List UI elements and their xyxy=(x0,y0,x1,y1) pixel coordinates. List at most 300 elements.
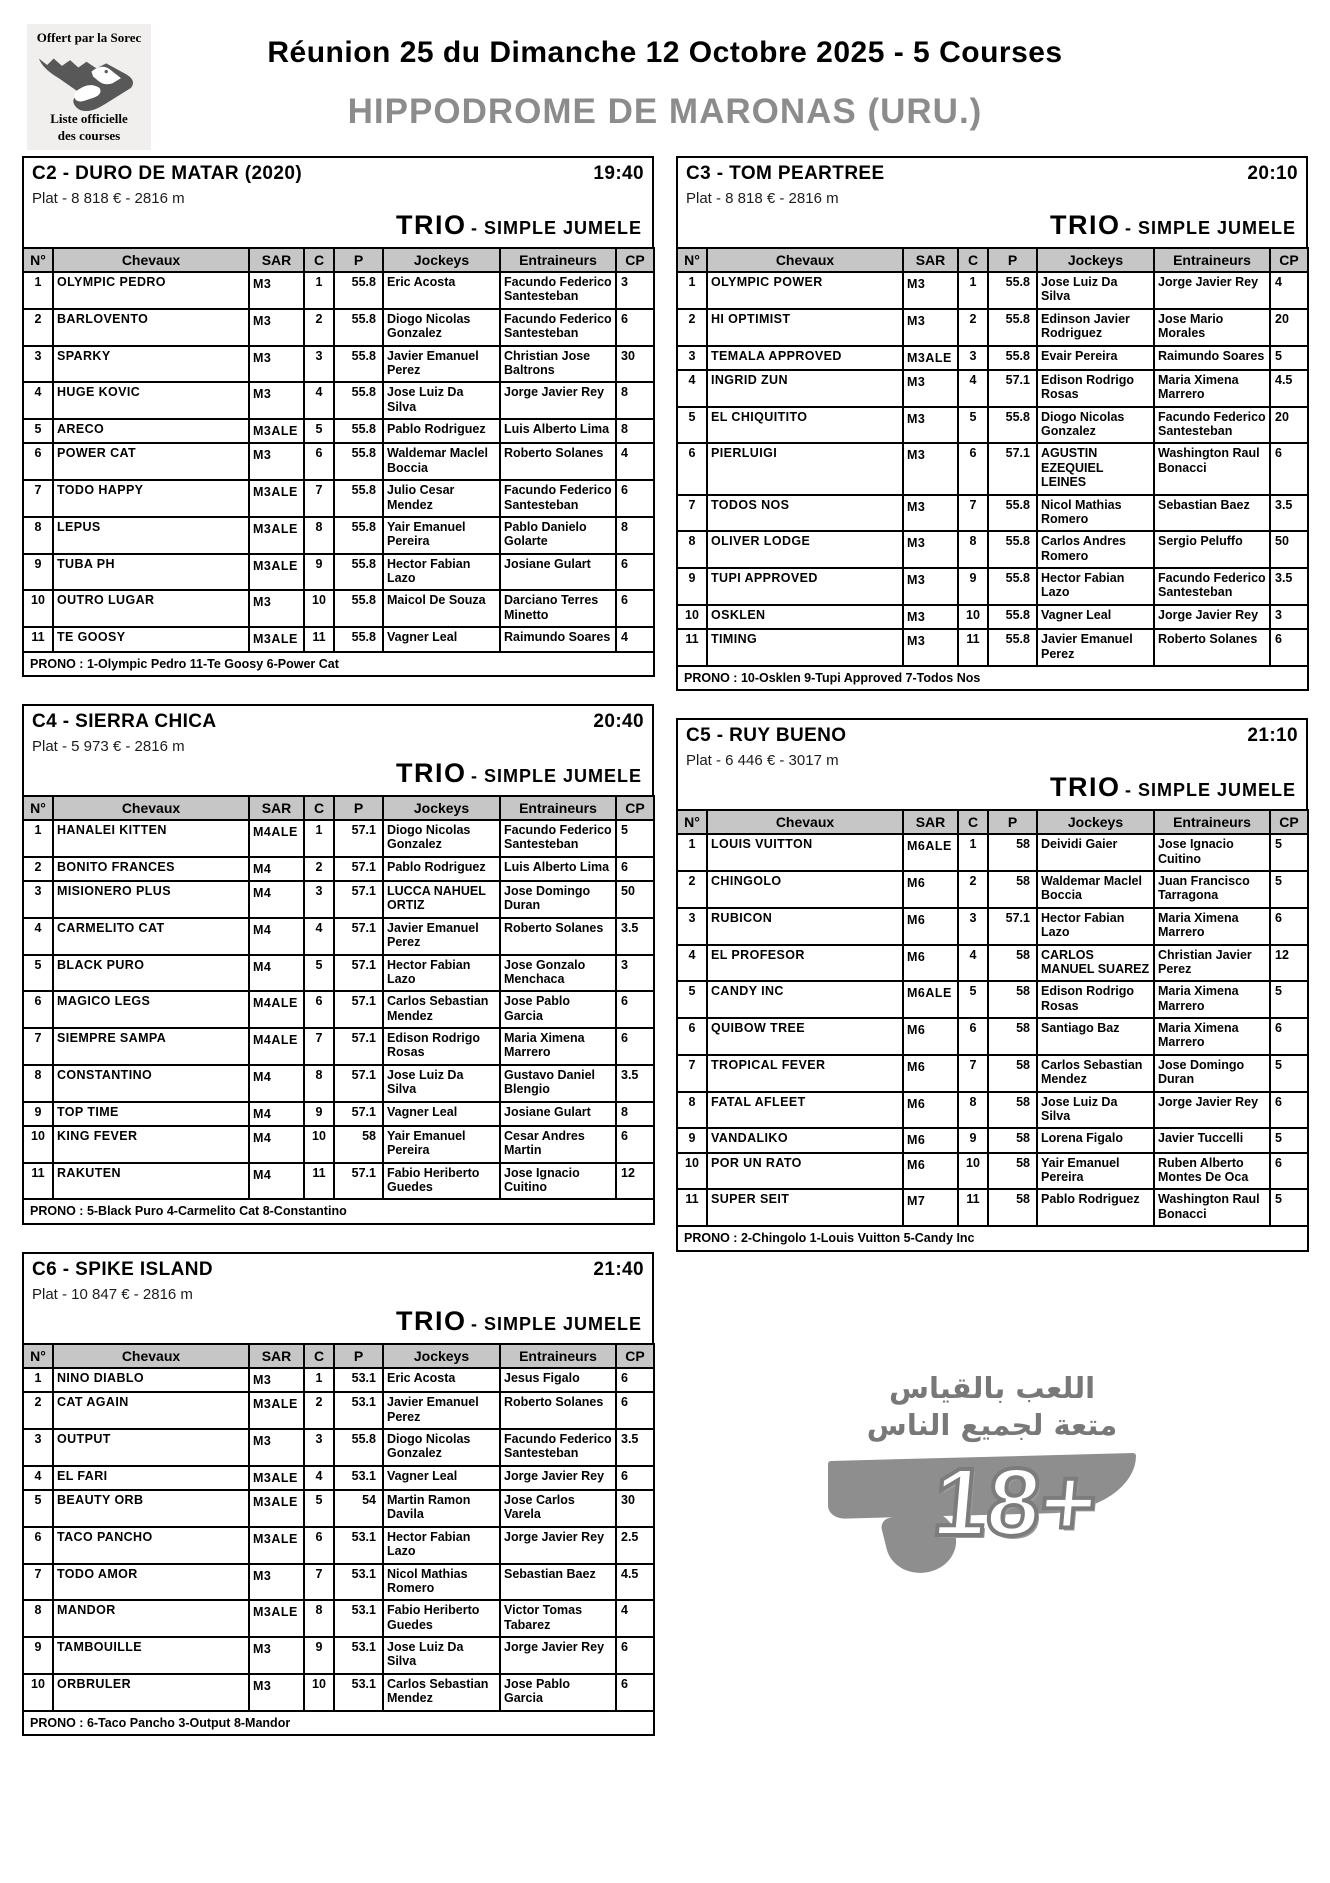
corde-number: 5 xyxy=(304,419,334,443)
runner-number: 9 xyxy=(677,1128,707,1152)
corde-number: 7 xyxy=(304,1028,334,1065)
runner-row xyxy=(677,1128,1308,1152)
sorec-logo xyxy=(27,24,151,150)
sar-code: M3ALE xyxy=(249,1527,304,1564)
poids-value: 57.1 xyxy=(334,881,383,918)
sar-code: M3ALE xyxy=(249,627,304,651)
trainer-name: Cesar Andres Martin xyxy=(500,1126,616,1163)
poids-value: 53.1 xyxy=(334,1466,383,1490)
corde-number: 7 xyxy=(304,480,334,517)
column-header-c: C xyxy=(304,248,334,272)
corde-number: 10 xyxy=(304,1126,334,1163)
runner-row xyxy=(677,629,1308,666)
runner-number: 4 xyxy=(23,918,53,955)
cp-value: 30 xyxy=(616,1490,654,1527)
horse-icon xyxy=(35,47,143,111)
race-head xyxy=(22,156,654,247)
trainer-name: Facundo Federico Santesteban xyxy=(1154,568,1270,605)
poids-value: 57.1 xyxy=(988,443,1037,494)
cp-value: 4.5 xyxy=(1270,370,1308,407)
trainer-name: Sebastian Baez xyxy=(1154,495,1270,532)
bet-subtitle: - SIMPLE JUMELE xyxy=(1124,780,1296,801)
cp-value: 6 xyxy=(616,1466,654,1490)
runner-row xyxy=(677,1018,1308,1055)
sar-code: M3 xyxy=(903,531,958,568)
poids-value: 53.1 xyxy=(334,1368,383,1392)
table-header-row xyxy=(23,248,654,272)
horse-name: RUBICON xyxy=(707,908,903,945)
sar-code: M3 xyxy=(249,443,304,480)
poids-value: 55.8 xyxy=(334,382,383,419)
horse-name: TOP TIME xyxy=(53,1102,249,1126)
jockey-name: Carlos Sebastian Mendez xyxy=(1037,1055,1154,1092)
trainer-name: Jorge Javier Rey xyxy=(1154,272,1270,309)
horse-name: OLYMPIC PEDRO xyxy=(53,272,249,309)
sar-code: M3ALE xyxy=(249,1600,304,1637)
trainer-name: Roberto Solanes xyxy=(500,918,616,955)
runner-row xyxy=(23,443,654,480)
runner-row xyxy=(23,419,654,443)
poids-value: 57.1 xyxy=(334,857,383,881)
trainer-name: Maria Ximena Marrero xyxy=(1154,1018,1270,1055)
cp-value: 5 xyxy=(1270,1055,1308,1092)
runner-number: 5 xyxy=(23,955,53,992)
sar-code: M6 xyxy=(903,945,958,982)
jockey-name: Waldemar Maclel Boccia xyxy=(1037,871,1154,908)
horse-name: ARECO xyxy=(53,419,249,443)
sorec-logo-bottom-text-1: Liste officielle xyxy=(50,111,128,127)
runner-row xyxy=(677,309,1308,346)
cp-value: 12 xyxy=(1270,945,1308,982)
cp-value: 4 xyxy=(616,1600,654,1637)
jockey-name: Jose Luiz Da Silva xyxy=(383,1637,500,1674)
column-header-num: N° xyxy=(677,810,707,834)
cp-value: 6 xyxy=(1270,1018,1308,1055)
poids-value: 57.1 xyxy=(334,1028,383,1065)
sar-code: M3ALE xyxy=(249,1392,304,1429)
sar-code: M6 xyxy=(903,908,958,945)
race-title: C5 - RUY BUENO xyxy=(686,725,847,747)
cp-value: 6 xyxy=(616,1368,654,1392)
column-header-chevaux: Chevaux xyxy=(707,248,903,272)
sar-code: M4ALE xyxy=(249,1028,304,1065)
sar-code: M4ALE xyxy=(249,991,304,1028)
runner-row xyxy=(23,1065,654,1102)
sar-code: M3ALE xyxy=(249,480,304,517)
cp-value: 5 xyxy=(1270,1189,1308,1226)
runner-number: 3 xyxy=(23,1429,53,1466)
column-header-num: N° xyxy=(23,1344,53,1368)
column-header-cp: CP xyxy=(616,1344,654,1368)
corde-number: 7 xyxy=(304,1564,334,1601)
race-block-c5 xyxy=(676,718,1308,1251)
table-header-row xyxy=(23,796,654,820)
sar-code: M4 xyxy=(249,1126,304,1163)
column-header-p: P xyxy=(988,810,1037,834)
sar-code: M3 xyxy=(249,1564,304,1601)
sar-code: M3 xyxy=(249,1637,304,1674)
runner-number: 6 xyxy=(677,1018,707,1055)
horse-name: BLACK PURO xyxy=(53,955,249,992)
column-header-sar: SAR xyxy=(249,248,304,272)
race-conditions: Plat - 6 446 € - 3017 m xyxy=(686,752,839,770)
prono-text: PRONO : 1-Olympic Pedro 11-Te Goosy 6-Power Cat xyxy=(23,652,654,676)
poids-value: 53.1 xyxy=(334,1600,383,1637)
runner-row xyxy=(23,820,654,857)
horse-name: BARLOVENTO xyxy=(53,309,249,346)
cp-value: 6 xyxy=(616,1674,654,1711)
corde-number: 5 xyxy=(958,981,988,1018)
horse-name: SPARKY xyxy=(53,346,249,383)
sar-code: M4 xyxy=(249,1065,304,1102)
trainer-name: Josiane Gulart xyxy=(500,1102,616,1126)
horse-name: OSKLEN xyxy=(707,605,903,629)
trainer-name: Christian Jose Baltrons xyxy=(500,346,616,383)
corde-number: 2 xyxy=(958,309,988,346)
poids-value: 55.8 xyxy=(988,568,1037,605)
cp-value: 20 xyxy=(1270,309,1308,346)
column-header-c: C xyxy=(958,810,988,834)
runner-row xyxy=(23,309,654,346)
runner-number: 11 xyxy=(23,1163,53,1200)
cp-value: 5 xyxy=(1270,346,1308,370)
hippodrome-subtitle: HIPPODROME DE MARONAS (URU.) xyxy=(347,92,983,131)
runner-row xyxy=(23,590,654,627)
poids-value: 55.8 xyxy=(334,419,383,443)
jockey-name: Javier Emanuel Perez xyxy=(383,918,500,955)
right-column xyxy=(676,156,1308,1599)
runner-number: 10 xyxy=(23,1674,53,1711)
cp-value: 6 xyxy=(616,590,654,627)
trainer-name: Jose Domingo Duran xyxy=(500,881,616,918)
jockey-name: Hector Fabian Lazo xyxy=(1037,908,1154,945)
cp-value: 50 xyxy=(1270,531,1308,568)
sar-code: M7 xyxy=(903,1189,958,1226)
runner-number: 1 xyxy=(677,834,707,871)
jockey-name: Julio Cesar Mendez xyxy=(383,480,500,517)
sar-code: M4 xyxy=(249,1163,304,1200)
runner-number: 6 xyxy=(23,443,53,480)
horse-name: OLYMPIC POWER xyxy=(707,272,903,309)
cp-value: 8 xyxy=(616,1102,654,1126)
jockey-name: Javier Emanuel Perez xyxy=(383,1392,500,1429)
cp-value: 6 xyxy=(616,857,654,881)
trainer-name: Washington Raul Bonacci xyxy=(1154,443,1270,494)
runner-number: 1 xyxy=(23,1368,53,1392)
poids-value: 58 xyxy=(988,1092,1037,1129)
poids-value: 55.8 xyxy=(988,407,1037,444)
cp-value: 6 xyxy=(616,1392,654,1429)
runner-number: 5 xyxy=(23,419,53,443)
runner-row xyxy=(23,1392,654,1429)
race-title: C2 - DURO DE MATAR (2020) xyxy=(32,163,303,184)
runner-number: 3 xyxy=(677,908,707,945)
horse-name: CANDY INC xyxy=(707,981,903,1018)
race-time: 21:40 xyxy=(593,1258,644,1280)
cp-value: 3.5 xyxy=(616,1065,654,1102)
jockey-name: Lorena Figalo xyxy=(1037,1128,1154,1152)
trainer-name: Jose Pablo Garcia xyxy=(500,991,616,1028)
runner-number: 7 xyxy=(23,1028,53,1065)
sar-code: M3 xyxy=(903,629,958,666)
jockey-name: AGUSTIN EZEQUIEL LEINES xyxy=(1037,443,1154,494)
trainer-name: Jorge Javier Rey xyxy=(1154,1092,1270,1129)
horse-name: SIEMPRE SAMPA xyxy=(53,1028,249,1065)
jockey-name: Jose Luiz Da Silva xyxy=(383,1065,500,1102)
horse-name: OUTRO LUGAR xyxy=(53,590,249,627)
runner-row xyxy=(677,272,1308,309)
column-header-chevaux: Chevaux xyxy=(53,248,249,272)
runner-row xyxy=(23,1028,654,1065)
horse-name: POWER CAT xyxy=(53,443,249,480)
race-head xyxy=(22,704,654,795)
corde-number: 10 xyxy=(304,1674,334,1711)
corde-number: 7 xyxy=(958,1055,988,1092)
column-header-num: N° xyxy=(23,248,53,272)
bet-type xyxy=(32,757,644,793)
jockey-name: Yair Emanuel Pereira xyxy=(383,1126,500,1163)
race-block-c4 xyxy=(22,704,654,1225)
runner-number: 10 xyxy=(677,605,707,629)
corde-number: 4 xyxy=(958,370,988,407)
runner-number: 11 xyxy=(23,627,53,651)
runner-number: 11 xyxy=(677,1189,707,1226)
cp-value: 12 xyxy=(616,1163,654,1200)
jockey-name: Fabio Heriberto Guedes xyxy=(383,1163,500,1200)
poids-value: 58 xyxy=(988,1153,1037,1190)
page-title: Réunion 25 du Dimanche 12 Octobre 2025 - 5 Courses xyxy=(267,36,1063,69)
poids-value: 55.8 xyxy=(334,309,383,346)
sar-code: M3ALE xyxy=(249,419,304,443)
race-title: C6 - SPIKE ISLAND xyxy=(32,1258,213,1280)
column-header-cp: CP xyxy=(616,248,654,272)
horse-name: TODO AMOR xyxy=(53,1564,249,1601)
jockey-name: Jose Luiz Da Silva xyxy=(1037,272,1154,309)
sar-code: M3 xyxy=(903,272,958,309)
sar-code: M3 xyxy=(903,309,958,346)
corde-number: 1 xyxy=(304,272,334,309)
sar-code: M3 xyxy=(903,568,958,605)
cp-value: 4 xyxy=(616,627,654,651)
sar-code: M6 xyxy=(903,1092,958,1129)
corde-number: 6 xyxy=(958,443,988,494)
column-header-cp: CP xyxy=(1270,810,1308,834)
jockey-name: Javier Emanuel Perez xyxy=(383,346,500,383)
race-head xyxy=(22,1252,654,1343)
runner-row xyxy=(677,871,1308,908)
horse-name: VANDALIKO xyxy=(707,1128,903,1152)
sorec-logo-top-text: Offert par la Sorec xyxy=(36,30,142,45)
bet-subtitle: - SIMPLE JUMELE xyxy=(470,218,642,238)
runner-row xyxy=(23,627,654,651)
horse-name: TEMALA APPROVED xyxy=(707,346,903,370)
column-header-num: N° xyxy=(23,796,53,820)
sar-code: M3 xyxy=(249,309,304,346)
column-header-p: P xyxy=(334,796,383,820)
horse-name: FATAL AFLEET xyxy=(707,1092,903,1129)
jockey-name: Waldemar Maclel Boccia xyxy=(383,443,500,480)
runner-row xyxy=(23,857,654,881)
horse-name: ORBRULER xyxy=(53,1674,249,1711)
jockey-name: Evair Pereira xyxy=(1037,346,1154,370)
cp-value: 6 xyxy=(616,309,654,346)
column-header-jockeys: Jockeys xyxy=(383,248,500,272)
sar-code: M3 xyxy=(903,495,958,532)
cp-value: 6 xyxy=(616,1637,654,1674)
cp-value: 6 xyxy=(1270,629,1308,666)
trainer-name: Maria Ximena Marrero xyxy=(1154,370,1270,407)
jockey-name: Edison Rodrigo Rosas xyxy=(1037,370,1154,407)
trainer-name: Facundo Federico Santesteban xyxy=(500,272,616,309)
runner-row xyxy=(23,1368,654,1392)
corde-number: 6 xyxy=(304,1527,334,1564)
runner-row xyxy=(677,981,1308,1018)
horse-name: CAT AGAIN xyxy=(53,1392,249,1429)
runners-table xyxy=(22,1343,655,1736)
poids-value: 55.8 xyxy=(334,443,383,480)
runner-row xyxy=(677,1189,1308,1226)
runner-number: 2 xyxy=(23,309,53,346)
bet-title: TRIO xyxy=(396,1305,467,1336)
corde-number: 11 xyxy=(304,1163,334,1200)
column-header-jockeys: Jockeys xyxy=(1037,810,1154,834)
sar-code: M3 xyxy=(249,1674,304,1711)
runner-row xyxy=(23,1527,654,1564)
trainer-name: Jorge Javier Rey xyxy=(500,382,616,419)
poids-value: 55.8 xyxy=(988,495,1037,532)
jockey-name: Santiago Baz xyxy=(1037,1018,1154,1055)
horse-name: CHINGOLO xyxy=(707,871,903,908)
sar-code: M3 xyxy=(249,1429,304,1466)
horse-name: OUTPUT xyxy=(53,1429,249,1466)
column-header-jockeys: Jockeys xyxy=(1037,248,1154,272)
poids-value: 55.8 xyxy=(334,480,383,517)
jockey-name: Diogo Nicolas Gonzalez xyxy=(383,1429,500,1466)
corde-number: 4 xyxy=(304,918,334,955)
trainer-name: Josiane Gulart xyxy=(500,554,616,591)
corde-number: 3 xyxy=(958,908,988,945)
runner-number: 3 xyxy=(23,881,53,918)
poids-value: 57.1 xyxy=(334,991,383,1028)
jockey-name: Carlos Sebastian Mendez xyxy=(383,1674,500,1711)
cp-value: 20 xyxy=(1270,407,1308,444)
jockey-name: Edinson Javier Rodriguez xyxy=(1037,309,1154,346)
poids-value: 55.8 xyxy=(334,554,383,591)
cp-value: 6 xyxy=(616,1126,654,1163)
cp-value: 6 xyxy=(616,991,654,1028)
race-columns xyxy=(0,142,1330,1787)
sar-code: M6 xyxy=(903,871,958,908)
sar-code: M3 xyxy=(249,1368,304,1392)
jockey-name: Pablo Rodriguez xyxy=(383,419,500,443)
runner-row xyxy=(23,1429,654,1466)
runner-number: 3 xyxy=(23,346,53,383)
column-header-chevaux: Chevaux xyxy=(53,1344,249,1368)
poids-value: 57.1 xyxy=(334,1102,383,1126)
trainer-name: Jorge Javier Rey xyxy=(1154,605,1270,629)
column-header-cp: CP xyxy=(616,796,654,820)
corde-number: 8 xyxy=(958,531,988,568)
runner-number: 2 xyxy=(23,857,53,881)
runner-row xyxy=(23,517,654,554)
column-header-chevaux: Chevaux xyxy=(707,810,903,834)
poids-value: 53.1 xyxy=(334,1564,383,1601)
sar-code: M4 xyxy=(249,857,304,881)
runners-table xyxy=(676,809,1309,1251)
race-conditions: Plat - 8 818 € - 2816 m xyxy=(686,190,839,207)
corde-number: 6 xyxy=(304,991,334,1028)
corde-number: 8 xyxy=(304,1600,334,1637)
runner-row xyxy=(677,1092,1308,1129)
poids-value: 55.8 xyxy=(334,272,383,309)
corde-number: 10 xyxy=(958,605,988,629)
corde-number: 3 xyxy=(304,346,334,383)
runner-row xyxy=(677,568,1308,605)
horse-name: TE GOOSY xyxy=(53,627,249,651)
runner-row xyxy=(677,495,1308,532)
corde-number: 1 xyxy=(958,834,988,871)
runners-table xyxy=(22,247,655,677)
runner-row xyxy=(677,443,1308,494)
left-column xyxy=(22,156,654,1763)
trainer-name: Juan Francisco Tarragona xyxy=(1154,871,1270,908)
horse-name: LEPUS xyxy=(53,517,249,554)
race-conditions: Plat - 10 847 € - 2816 m xyxy=(32,1285,193,1303)
column-header-jockeys: Jockeys xyxy=(383,1344,500,1368)
runner-row xyxy=(677,370,1308,407)
column-header-p: P xyxy=(334,248,383,272)
runner-number: 4 xyxy=(23,382,53,419)
sar-code: M6ALE xyxy=(903,981,958,1018)
trainer-name: Raimundo Soares xyxy=(500,627,616,651)
horse-name: SUPER SEIT xyxy=(707,1189,903,1226)
runner-row xyxy=(23,1102,654,1126)
cp-value: 4 xyxy=(1270,272,1308,309)
trainer-name: Jose Ignacio Cuitino xyxy=(1154,834,1270,871)
jockey-name: LUCCA NAHUEL ORTIZ xyxy=(383,881,500,918)
age-18plus-text: 18+ xyxy=(929,1448,1102,1556)
sar-code: M3ALE xyxy=(249,517,304,554)
sar-code: M3 xyxy=(903,370,958,407)
poids-value: 55.8 xyxy=(334,590,383,627)
page-header xyxy=(0,0,1330,142)
runner-number: 6 xyxy=(677,443,707,494)
cp-value: 6 xyxy=(616,554,654,591)
jockey-name: Yair Emanuel Pereira xyxy=(1037,1153,1154,1190)
sar-code: M3 xyxy=(903,407,958,444)
cp-value: 5 xyxy=(1270,981,1308,1018)
jockey-name: Jose Luiz Da Silva xyxy=(1037,1092,1154,1129)
corde-number: 4 xyxy=(304,382,334,419)
jockey-name: Edison Rodrigo Rosas xyxy=(1037,981,1154,1018)
cp-value: 3.5 xyxy=(1270,495,1308,532)
arabic-slogan-line-1: اللعب بالقياس xyxy=(888,1370,1096,1405)
sar-code: M6 xyxy=(903,1128,958,1152)
prono-row xyxy=(23,1199,654,1223)
trainer-name: Facundo Federico Santesteban xyxy=(500,309,616,346)
sar-code: M4 xyxy=(249,881,304,918)
runner-row xyxy=(23,1490,654,1527)
trainer-name: Sergio Peluffo xyxy=(1154,531,1270,568)
jockey-name: Hector Fabian Lazo xyxy=(383,955,500,992)
prono-text: PRONO : 10-Osklen 9-Tupi Approved 7-Todos Nos xyxy=(677,666,1308,690)
poids-value: 55.8 xyxy=(334,517,383,554)
corde-number: 3 xyxy=(958,346,988,370)
poids-value: 53.1 xyxy=(334,1674,383,1711)
corde-number: 4 xyxy=(304,1466,334,1490)
corde-number: 11 xyxy=(304,627,334,651)
runner-row xyxy=(23,382,654,419)
